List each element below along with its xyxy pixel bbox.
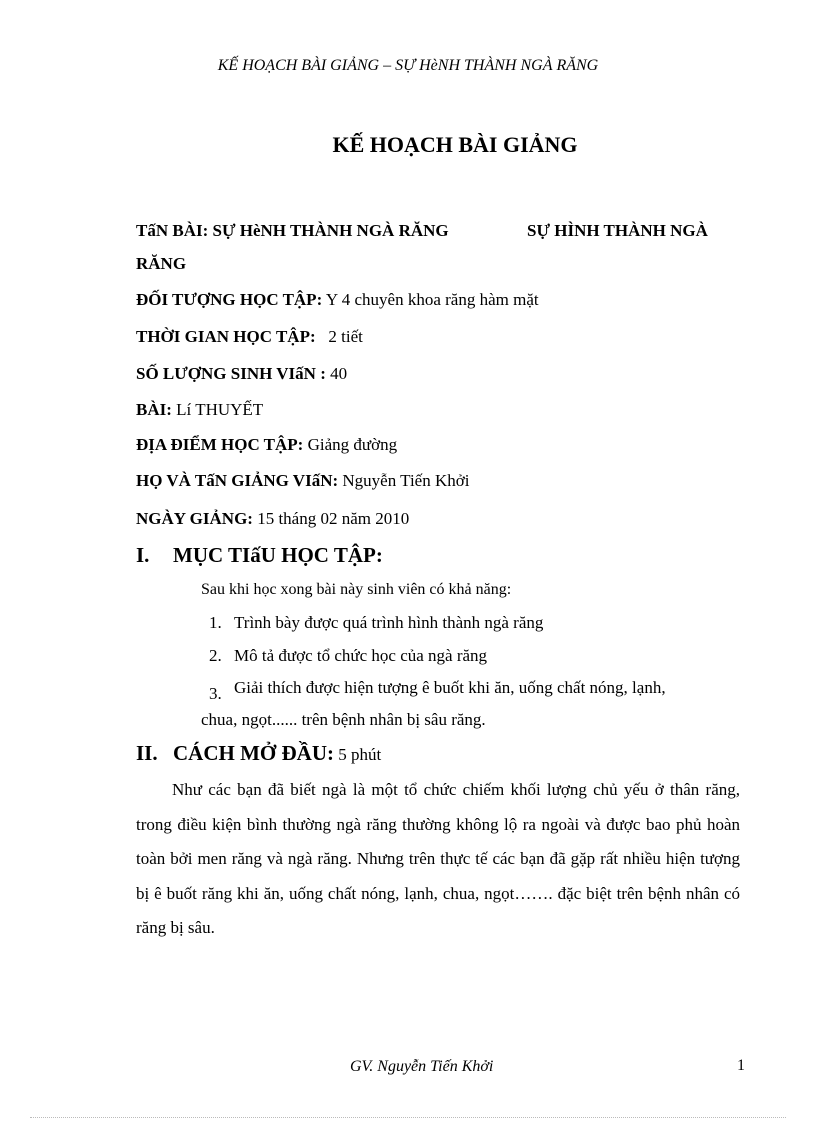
running-header: KẾ HOẠCH BÀI GIẢNG – SỰ HèNH THÀNH NGÀ RĂNG	[217, 57, 599, 74]
objective-item	[209, 646, 487, 666]
section-title: MỤC TIấU HỌC TẬP:	[173, 543, 383, 567]
objective-text: Mô tả được tổ chức học của ngà răng	[234, 646, 488, 665]
lesson-name-line	[136, 221, 708, 241]
objective-text: Trình bày được quá trình hình thành ngà răng	[234, 613, 544, 632]
students-value: 40	[325, 364, 348, 383]
location-value: Giảng đường	[303, 435, 398, 454]
lecturer-row	[136, 471, 469, 491]
objective-number: 3.	[209, 684, 222, 703]
lesson-type-value: Lí THUYẾT	[171, 400, 264, 419]
lesson-type-row	[136, 400, 263, 420]
date-value: 15 tháng 02 năm 2010	[252, 509, 410, 528]
lesson-name-continuation: RĂNG	[136, 254, 187, 273]
page-bottom-divider	[30, 1117, 786, 1118]
location-row	[136, 435, 397, 455]
section-objectives-heading	[136, 543, 383, 568]
duration-label: THỜI GIAN HỌC TẬP:	[136, 327, 316, 346]
date-label: NGÀY GIẢNG:	[136, 509, 253, 528]
lesson-name-repeat: SỰ HÌNH THÀNH NGÀ	[527, 221, 708, 240]
section-duration: 5 phút	[333, 745, 382, 764]
duration-row	[136, 327, 363, 347]
lesson-name-label: TấN BÀI: SỰ HèNH THÀNH NGÀ RĂNG	[136, 221, 449, 240]
students-row	[136, 364, 347, 384]
objectives-intro: Sau khi học xong bài này sinh viên có khả năng:	[201, 581, 512, 598]
footer-author: GV. Nguyễn Tiến Khởi	[350, 1058, 494, 1075]
objective-item	[209, 678, 739, 703]
objective-number: 1.	[209, 613, 222, 632]
section-number: I.	[136, 543, 150, 567]
audience-label: ĐỐI TƯỢNG HỌC TẬP:	[136, 290, 323, 309]
page-title: KẾ HOẠCH BÀI GIẢNG	[332, 132, 578, 157]
audience-row	[136, 290, 539, 310]
students-label: SỐ LƯỢNG SINH VIấN :	[136, 364, 326, 383]
date-row	[136, 509, 409, 529]
objective-text: Giải thích được hiện tượng ê buốt khi ăn, uống chất nóng, lạnh,	[234, 678, 666, 697]
section-opening-heading	[136, 741, 381, 766]
lecturer-label: HỌ VÀ TấN GIẢNG VIấN:	[136, 471, 339, 490]
objective-item	[209, 613, 543, 633]
duration-value: 2 tiết	[315, 327, 363, 346]
page-number: 1	[737, 1057, 745, 1074]
section-number: II.	[136, 741, 158, 765]
location-label: ĐỊA ĐIỂM HỌC TẬP:	[136, 435, 304, 454]
objective-continuation: chua, ngọt...... trên bệnh nhân bị sâu răng.	[201, 710, 486, 729]
lesson-type-label: BÀI:	[136, 400, 172, 419]
opening-paragraph: Như các bạn đã biết ngà là một tổ chức chiếm khối lượng chủ yếu ở thân răng, trong điều kiện bình thường ngà răng thường không lộ ra ngoài và được bao phủ hoàn toàn bởi men răng và ngà răng. Nhưng trên thực tế các bạn đã gặp rất nhiều hiện tượng bị ê buốt răng khi ăn, uống chất nóng, lạnh, chua, ngọt……. đặc biệt trên bệnh nhân có răng bị sâu.	[136, 780, 740, 937]
section-title: CÁCH MỞ ĐẦU:	[173, 741, 334, 765]
lecturer-value: Nguyễn Tiến Khởi	[338, 471, 470, 490]
audience-value: Y 4 chuyên khoa răng hàm mặt	[322, 290, 539, 309]
objective-number: 2.	[209, 646, 222, 665]
